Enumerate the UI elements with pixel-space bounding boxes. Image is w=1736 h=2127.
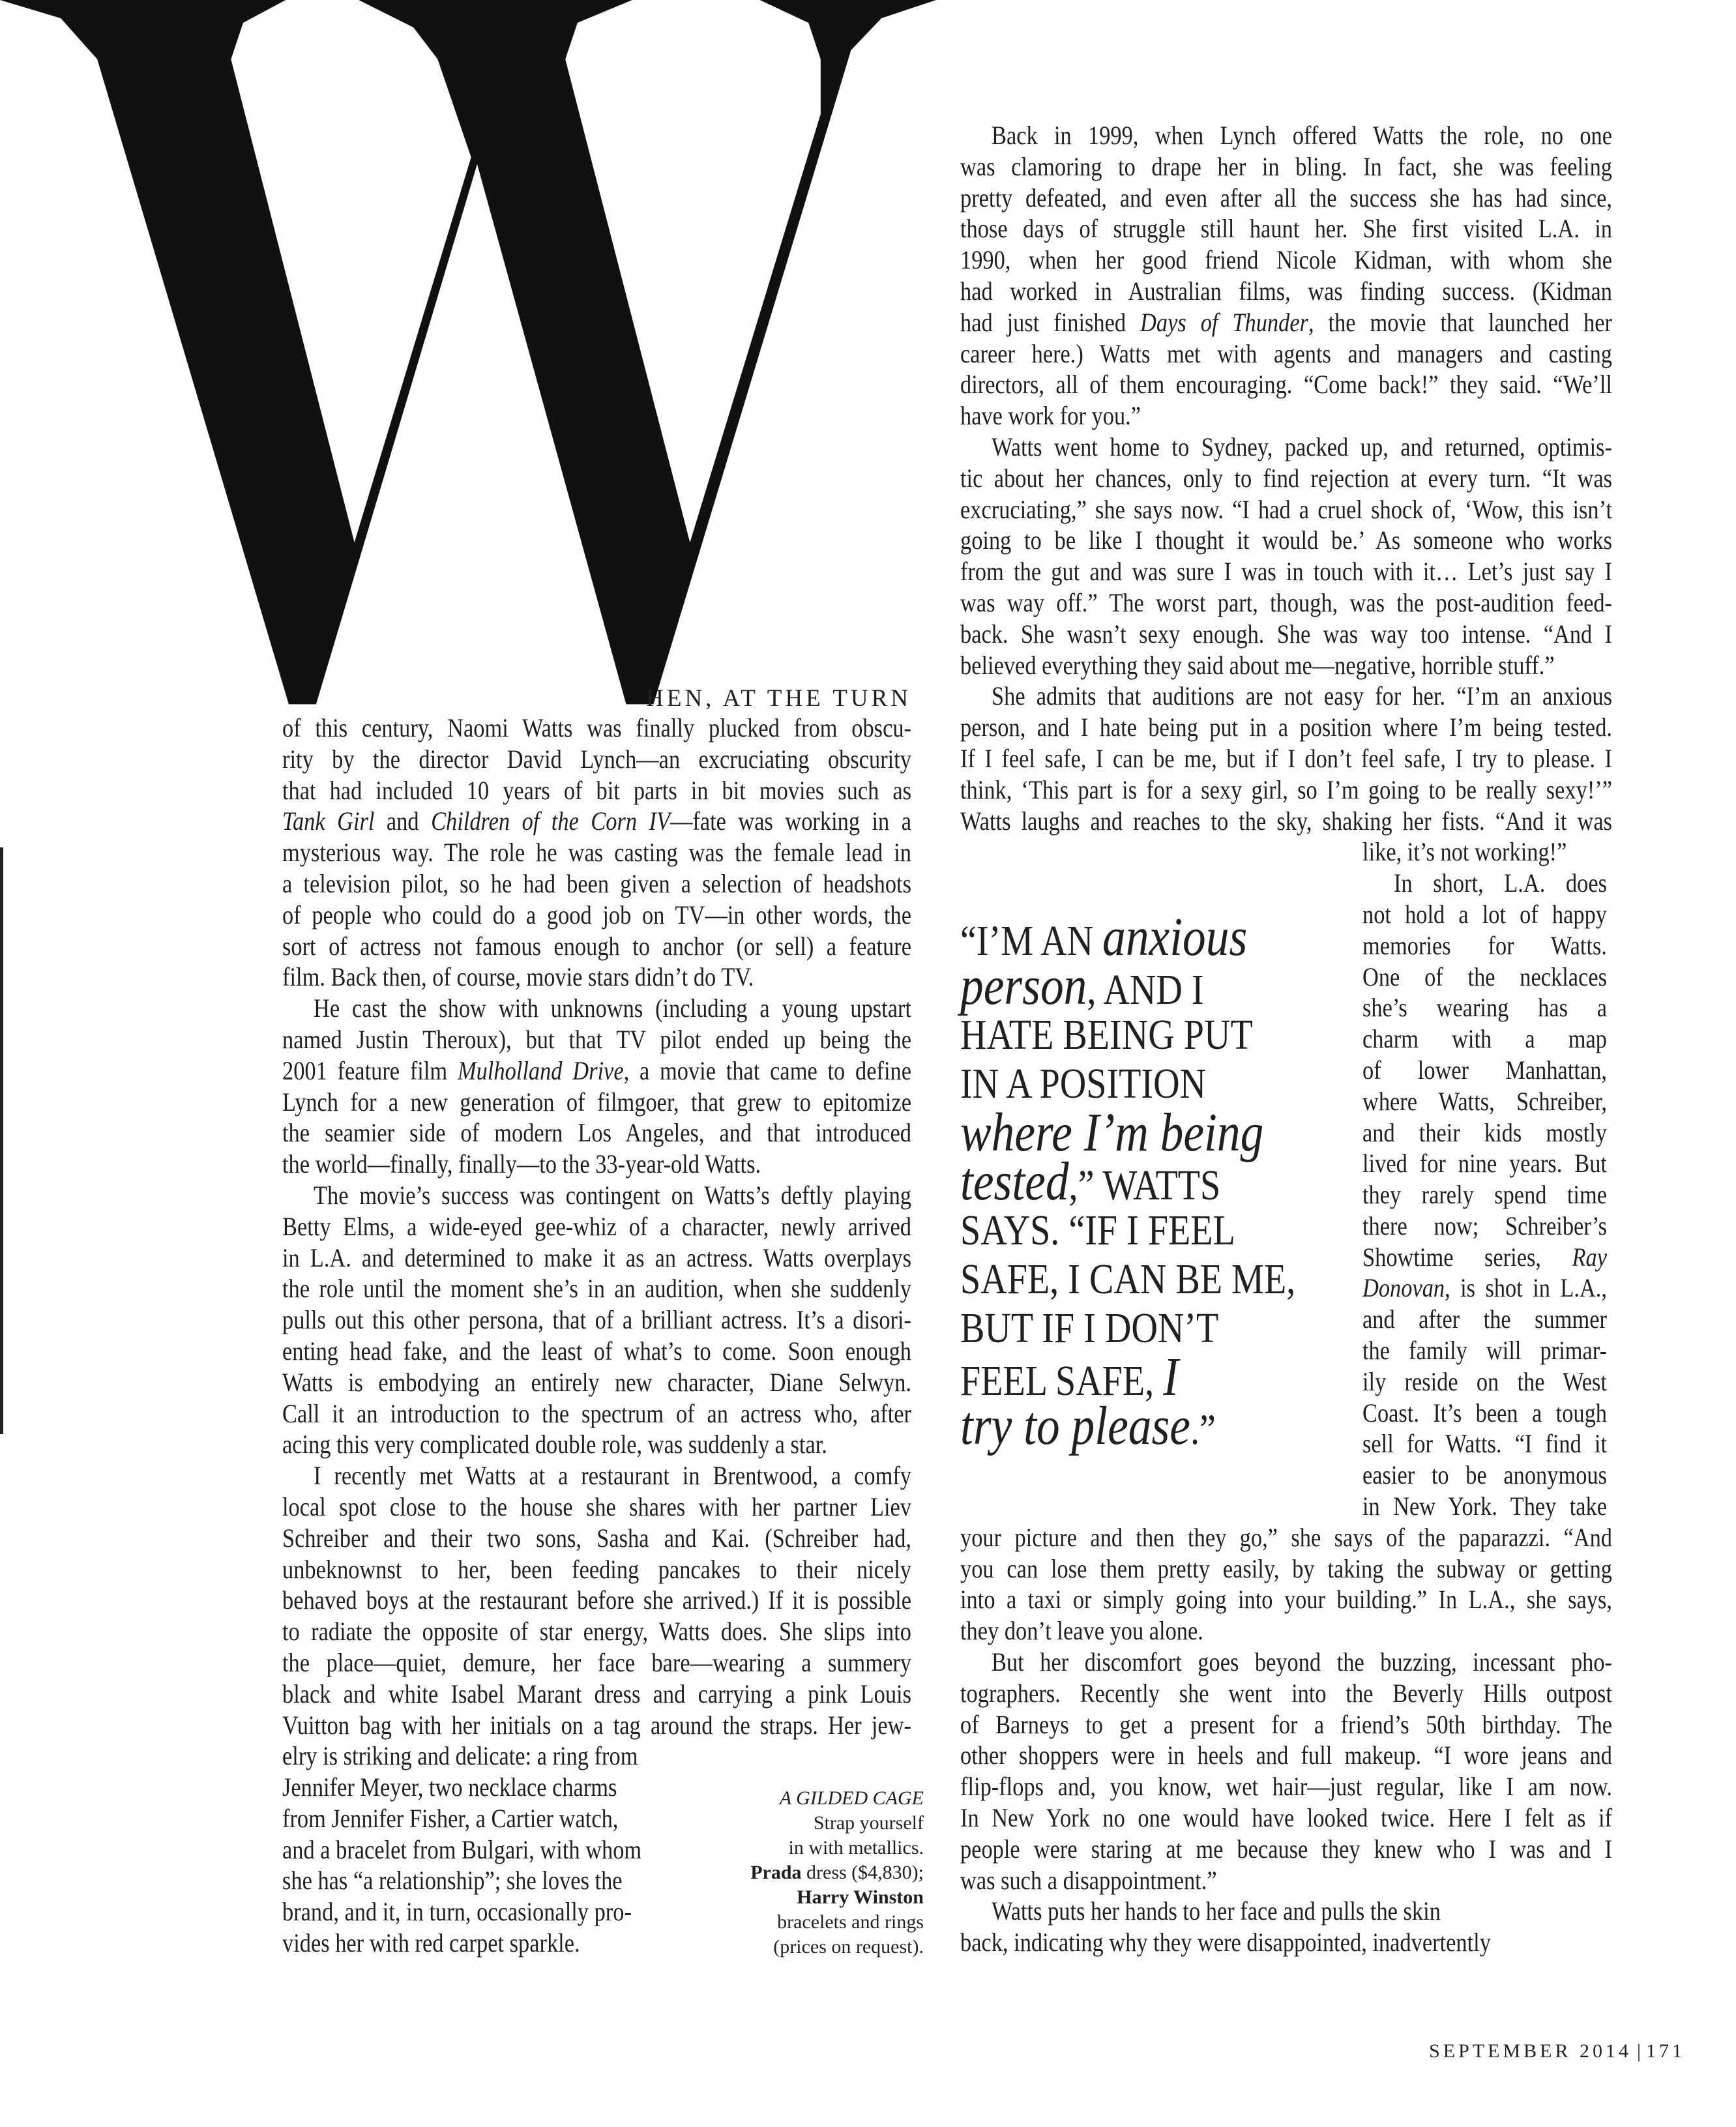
text-run: of lower Manhattan, [1362, 1055, 1608, 1085]
text-line [992, 681, 1612, 712]
text-line [1362, 1148, 1612, 1179]
text-line [960, 774, 1612, 806]
text-line [282, 1523, 911, 1554]
text-run: in with metallics. [788, 1837, 924, 1858]
text-run: Call it an introduction to the spectrum of an actress who, after [282, 1398, 912, 1428]
text-line [282, 744, 911, 775]
text-line [960, 556, 1612, 587]
italic-text: I [1163, 1347, 1179, 1407]
text-run: the place—quiet, demure, her face bare—wearing a summery [282, 1647, 912, 1677]
text-run: like, it’s not working!” [1362, 837, 1567, 867]
text-line [960, 1771, 1612, 1802]
text-line [960, 213, 1612, 244]
text-run: and [374, 806, 432, 836]
text-run: film. Back then, of course, movie stars didn’t do TV. [282, 962, 754, 992]
text-run: unbeknownst to her, been feeding pancakes to their nicely [282, 1554, 912, 1584]
text-run: brand, and it, in turn, occasionally pro- [282, 1897, 632, 1927]
text-run: from Jennifer Fisher, a Cartier watch, [282, 1803, 619, 1833]
text-line [282, 712, 911, 744]
photo-caption [665, 1786, 924, 1959]
text-run: the family will primar- [1362, 1336, 1608, 1366]
page-footer [1429, 2040, 1685, 2062]
caption-line [665, 1836, 924, 1860]
text-run: sell for Watts. “I find it [1362, 1429, 1608, 1459]
text-run: local spot close to the house she shares with her partner Liev [282, 1491, 912, 1521]
text-line [960, 1802, 1612, 1834]
text-line [992, 120, 1612, 151]
text-run: directors, all of them encouraging. “Come back!” they said. “We’ll [960, 370, 1612, 400]
text-run: HATE BEING PUT [960, 1011, 1253, 1059]
text-line [992, 1647, 1612, 1678]
text-line [960, 338, 1612, 370]
text-line [282, 837, 911, 868]
text-run: you can lose them pretty easily, by taking the subway or getting [960, 1553, 1612, 1583]
italic-text: where I’m being [960, 1102, 1264, 1163]
text-run: BUT IF I DON’T [960, 1304, 1219, 1352]
text-line [992, 432, 1612, 463]
text-run: behaved boys at the restaurant before she arrived.) If it is possible [282, 1585, 912, 1615]
text-line [1362, 1117, 1612, 1149]
italic-text: Children of the Corn IV [431, 806, 670, 836]
text-line [1362, 1304, 1612, 1335]
text-line [960, 151, 1612, 183]
text-run: Showtime series, [1362, 1242, 1572, 1272]
text-run: was way off.” The worst part, though, was the post-audition feed- [960, 587, 1612, 617]
text-run: tic about her chances, only to find rejection at every turn. “It was [960, 463, 1613, 493]
text-line [960, 276, 1612, 307]
pull-quote-line [960, 1255, 1295, 1304]
italic-text: Donovan [1362, 1273, 1445, 1303]
text-line [1362, 1335, 1612, 1366]
text-line [1362, 1086, 1612, 1117]
text-run: acing this very complicated double role, was suddenly a star. [282, 1430, 827, 1460]
text-run: Vuitton bag with her initials on a tag around the straps. Her jew- [282, 1710, 912, 1740]
text-run: pulls out this other persona, that of a brilliant actress. It’s a disori- [282, 1305, 912, 1335]
text-run: mysterious way. The role he was casting was the female lead in [282, 838, 912, 868]
text-run: not hold a lot of happy [1362, 899, 1608, 929]
pull-quote-line [960, 1347, 1295, 1407]
text-line [282, 1679, 911, 1710]
text-run: other shoppers were in heels and full makeup. “I wore jeans and [960, 1740, 1613, 1770]
text-line [1362, 1366, 1612, 1398]
text-run: Strap yourself [813, 1812, 924, 1834]
caption-line [665, 1885, 924, 1910]
text-run: from the gut and was sure I was in touch with it… Let’s just say I [960, 557, 1612, 587]
text-line [282, 1273, 911, 1304]
text-line [960, 1927, 1612, 1958]
text-run: and their kids mostly [1362, 1117, 1608, 1147]
text-run: But her discomfort goes beyond the buzzing, incessant pho- [992, 1647, 1613, 1677]
text-run: and after the summer [1362, 1304, 1608, 1334]
text-line [282, 1055, 911, 1087]
text-line [282, 1024, 911, 1055]
text-run: easier to be anonymous [1362, 1460, 1608, 1490]
text-run: a television pilot, so he had been given a selection of headshots [282, 868, 912, 898]
text-run: SAFE, I CAN BE ME, [960, 1255, 1296, 1303]
caption-title [665, 1786, 924, 1811]
text-run: rity by the director David Lynch—an excruciating obscurity [282, 744, 912, 774]
pull-quote [960, 907, 1296, 1456]
caption-line [665, 1935, 924, 1959]
text-run: career here.) Watts met with agents and managers and casting [960, 338, 1613, 368]
pull-quote-line [960, 1206, 1295, 1255]
text-line [282, 1491, 911, 1523]
italic-text: Mulholland Drive [457, 1055, 624, 1085]
text-run: 1990, when her good friend Nicole Kidman, with whom she [960, 245, 1612, 275]
text-run: was clamoring to drape her in bling. In fact, she was feeling [960, 151, 1613, 181]
text-run: of Barneys to get a present for a friend’s 50th birthday. The [960, 1709, 1613, 1739]
pull-quote-line [960, 1151, 1295, 1212]
text-line [960, 1709, 1612, 1740]
text-line [282, 1087, 911, 1118]
text-line [282, 806, 911, 837]
text-line [282, 1616, 911, 1647]
text-run: Watts is embodying an entirely new character, Diane Selwyn. [282, 1367, 912, 1397]
text-run: flip-flops and, you know, wet hair—just regular, like I am now. [960, 1772, 1613, 1802]
text-run: they don’t leave you alone. [960, 1616, 1203, 1646]
text-line [1362, 1491, 1612, 1522]
text-run: In short, L.A. does [1394, 868, 1608, 898]
text-run: —fate was working in a [669, 806, 912, 836]
text-run: If I feel safe, I can be me, but if I don’t feel safe, I try to please. I [960, 743, 1613, 773]
page-number: 171 [1646, 2040, 1685, 2062]
text-run: lived for nine years. But [1362, 1149, 1608, 1179]
pull-quote-line [960, 1396, 1295, 1456]
text-run: sort of actress not famous enough to anchor (or sell) a feature [282, 931, 912, 961]
text-run: into a taxi or simply going into your building.” In L.A., she says, [960, 1585, 1613, 1615]
text-run: people were staring at me because they knew who I was and I [960, 1834, 1613, 1864]
text-run: the role until the moment she’s in an audition, when she suddenly [282, 1274, 912, 1304]
text-run: tographers. Recently she went into the Beverly Hills outpost [960, 1678, 1613, 1708]
text-line [1362, 1210, 1612, 1242]
text-run: she’s wearing has a [1362, 993, 1608, 1023]
text-line [282, 1367, 911, 1398]
pull-quote-line [960, 1304, 1295, 1353]
text-line [960, 494, 1612, 525]
text-run: I recently met Watts at a restaurant in Brentwood, a comfy [314, 1461, 912, 1491]
text-run: pretty defeated, and even after all the success she has had since, [960, 183, 1613, 213]
pull-quote-line [960, 907, 1295, 967]
text-run: where Watts, Schreiber, [1362, 1086, 1608, 1116]
text-run: , AND I [1087, 966, 1204, 1014]
text-run: had worked in Australian films, was finding success. (Kidman [960, 276, 1613, 306]
text-line [960, 587, 1612, 619]
text-line [960, 1522, 1612, 1553]
text-line [960, 1615, 1612, 1647]
text-line [960, 244, 1612, 276]
text-run: She admits that auditions are not easy for her. “I’m an anxious [992, 681, 1612, 711]
text-line [282, 1117, 911, 1149]
bold-text: Harry Winston [797, 1886, 924, 1908]
caption-line [665, 1860, 924, 1885]
text-run: ,” WATTS [1068, 1162, 1221, 1209]
text-run: In New York no one would have looked twice. Here I felt as if [960, 1803, 1613, 1833]
text-run: Back in 1999, when Lynch offered Watts the role, no one [992, 121, 1613, 150]
text-line [960, 307, 1612, 338]
text-line [314, 993, 911, 1024]
text-line [960, 400, 1612, 432]
text-line [992, 1896, 1612, 1927]
text-line [960, 525, 1612, 556]
text-run: SAYS. “IF I FEEL [960, 1207, 1235, 1254]
text-run: Watts laughs and reaches to the sky, shaking her fists. “And it was [960, 806, 1613, 836]
pull-quote-line [960, 1102, 1295, 1163]
text-run: was such a disappointment.” [960, 1865, 1217, 1895]
text-run: One of the necklaces [1362, 961, 1608, 991]
text-line [960, 183, 1612, 214]
text-run: excruciating,” she says now. “I had a cruel shock of, ‘Wow, this isn’t [960, 494, 1613, 524]
text-line [314, 1180, 911, 1211]
text-run: those days of struggle still haunt her. She first visited L.A. in [960, 214, 1612, 244]
text-run: in L.A. and determined to make it as an actress. Watts overplays [282, 1242, 912, 1272]
text-line [960, 1740, 1612, 1771]
text-run: Watts puts her hands to her face and pulls the skin [992, 1896, 1441, 1926]
bold-text: Prada [750, 1862, 802, 1883]
text-run: the world—finally, finally—to the 33-year-old Watts. [282, 1149, 761, 1179]
text-run: your picture and then they go,” she says of the paparazzi. “And [960, 1522, 1613, 1552]
text-line [960, 650, 1612, 681]
text-run: back. She wasn’t sexy enough. She was way too intense. “And I [960, 619, 1612, 649]
text-line [282, 868, 911, 900]
text-line [282, 1554, 911, 1585]
text-run: dress ($4,830); [801, 1862, 924, 1883]
text-run: the seamier side of modern Los Angeles, and that introduced [282, 1118, 912, 1148]
text-line [1362, 899, 1612, 930]
text-run: Watts went home to Sydney, packed up, and returned, optimis- [992, 432, 1613, 462]
text-run: Jennifer Meyer, two necklace charms [282, 1772, 617, 1802]
text-run: back, indicating why they were disappointed, inadvertently [960, 1928, 1491, 1958]
pull-quote-line [960, 1059, 1295, 1108]
text-line [282, 1740, 911, 1772]
italic-text: person [960, 956, 1087, 1016]
page-edge-rule [0, 847, 3, 1434]
text-line [314, 1460, 911, 1491]
issue-date: SEPTEMBER 2014 [1429, 2040, 1632, 2062]
text-run: enting head fake, and the least of what’s to come. Soon enough [282, 1336, 912, 1366]
text-line [1362, 930, 1612, 961]
text-line [960, 1584, 1612, 1615]
text-run: memories for Watts. [1362, 930, 1608, 960]
text-run: elry is striking and delicate: a ring from [282, 1741, 638, 1771]
article-column-left [282, 712, 911, 1959]
italic-text: anxious [1102, 907, 1248, 967]
text-line [282, 961, 911, 993]
text-run: of this century, Naomi Watts was finally plucked from obscu- [282, 713, 912, 742]
text-line [960, 463, 1612, 494]
text-line [960, 1834, 1612, 1865]
text-line [282, 1710, 911, 1741]
text-run: in New York. They take [1362, 1491, 1608, 1521]
text-line [282, 931, 911, 962]
text-run: of people who could do a good job on TV—in other words, the [282, 900, 912, 930]
text-line [1362, 961, 1612, 993]
text-run: FEEL SAFE, [960, 1357, 1164, 1405]
text-line [282, 775, 911, 806]
text-run: ily reside on the West [1362, 1366, 1608, 1396]
pull-quote-line [960, 956, 1295, 1016]
text-run: Lynch for a new generation of filmgoer, that grew to epitomize [282, 1087, 912, 1117]
text-line [960, 743, 1612, 774]
text-run: have work for you.” [960, 401, 1141, 431]
text-run: The movie’s success was contingent on Watts’s deftly playing [314, 1180, 912, 1210]
text-run: and a bracelet from Bulgari, with whom [282, 1834, 642, 1864]
text-run: Schreiber and their two sons, Sasha and Kai. (Schreiber had, [282, 1523, 912, 1553]
text-line [1362, 1023, 1612, 1055]
text-run: Coast. It’s been a tough [1362, 1398, 1608, 1428]
italic-text: Tank Girl [282, 806, 375, 836]
text-run: (prices on request). [773, 1936, 924, 1958]
caption-line [665, 1811, 924, 1836]
italic-text: Days of Thunder [1140, 307, 1308, 337]
text-run: charm with a map [1362, 1024, 1608, 1054]
text-run: , the movie that launched her [1308, 307, 1613, 337]
text-line [1362, 992, 1612, 1023]
text-line [960, 712, 1612, 743]
text-run: that had included 10 years of bit parts in bit movies such as [282, 775, 912, 805]
text-line [1362, 1055, 1612, 1086]
text-line [282, 1398, 911, 1430]
text-run: to radiate the opposite of star energy, Watts does. She slips into [282, 1617, 912, 1647]
text-line [1362, 1398, 1612, 1429]
italic-text: Ray [1572, 1242, 1608, 1272]
text-line [1362, 1179, 1612, 1210]
text-line [1362, 1242, 1612, 1273]
italic-text: A GILDED CAGE [779, 1787, 924, 1809]
text-line [1362, 1428, 1612, 1460]
footer-separator: | [1636, 2040, 1641, 2062]
text-line [1362, 1272, 1612, 1304]
pull-quote-line [960, 1010, 1295, 1059]
text-line [282, 1647, 911, 1679]
text-run: going to be like I thought it would be.’ As someone who works [960, 525, 1613, 555]
text-run: she has “a relationship”; she loves the [282, 1866, 623, 1896]
text-run: had just finished [960, 307, 1141, 337]
text-run: black and white Isabel Marant dress and carrying a pink Louis [282, 1679, 912, 1709]
text-line [960, 369, 1612, 400]
italic-text: try to please [960, 1396, 1190, 1456]
text-run: there now; Schreiber’s [1362, 1210, 1608, 1240]
text-line [282, 900, 911, 931]
text-line [1394, 868, 1612, 899]
text-line [282, 1149, 911, 1180]
text-line [1362, 1460, 1612, 1491]
text-line [282, 1304, 911, 1336]
text-line [960, 806, 1612, 837]
text-run: Betty Elms, a wide-eyed gee-whiz of a character, newly arrived [282, 1211, 912, 1241]
text-run: they rarely spend time [1362, 1180, 1608, 1210]
text-line [282, 1211, 911, 1242]
text-line [960, 1865, 1612, 1896]
text-run: vides her with red carpet sparkle. [282, 1928, 580, 1958]
text-line [960, 619, 1612, 650]
italic-text: tested [960, 1151, 1069, 1212]
text-line [282, 1429, 911, 1460]
text-line [282, 1242, 911, 1274]
text-run: person, and I hate being put in a position where I’m being tested. [960, 712, 1613, 742]
text-run: named Justin Theroux), but that TV pilot ended up being the [282, 1024, 912, 1054]
dropcap-w [0, 0, 945, 717]
text-line [1362, 836, 1612, 868]
text-run: believed everything they said about me—negative, horrible stuff.” [960, 650, 1555, 680]
text-run: .” [1190, 1406, 1216, 1454]
text-line [960, 1553, 1612, 1585]
text-run: “I’M AN [960, 917, 1103, 965]
text-line [960, 1678, 1612, 1709]
text-run: bracelets and rings [777, 1911, 924, 1933]
text-run: , a movie that came to define [623, 1055, 912, 1085]
text-run: think, ‘This part is for a sexy girl, so I’m going to be really sexy!’” [960, 774, 1613, 804]
caption-line [665, 1910, 924, 1935]
text-line [282, 1336, 911, 1367]
text-run: IN A POSITION [960, 1060, 1207, 1108]
dropcap-lead-in: HEN, AT THE TURN [646, 685, 911, 712]
text-run: 2001 feature film [282, 1055, 458, 1085]
text-run: , is shot in L.A., [1445, 1273, 1608, 1303]
text-run: He cast the show with unknowns (including a young upstart [314, 993, 912, 1023]
text-line [282, 1585, 911, 1616]
